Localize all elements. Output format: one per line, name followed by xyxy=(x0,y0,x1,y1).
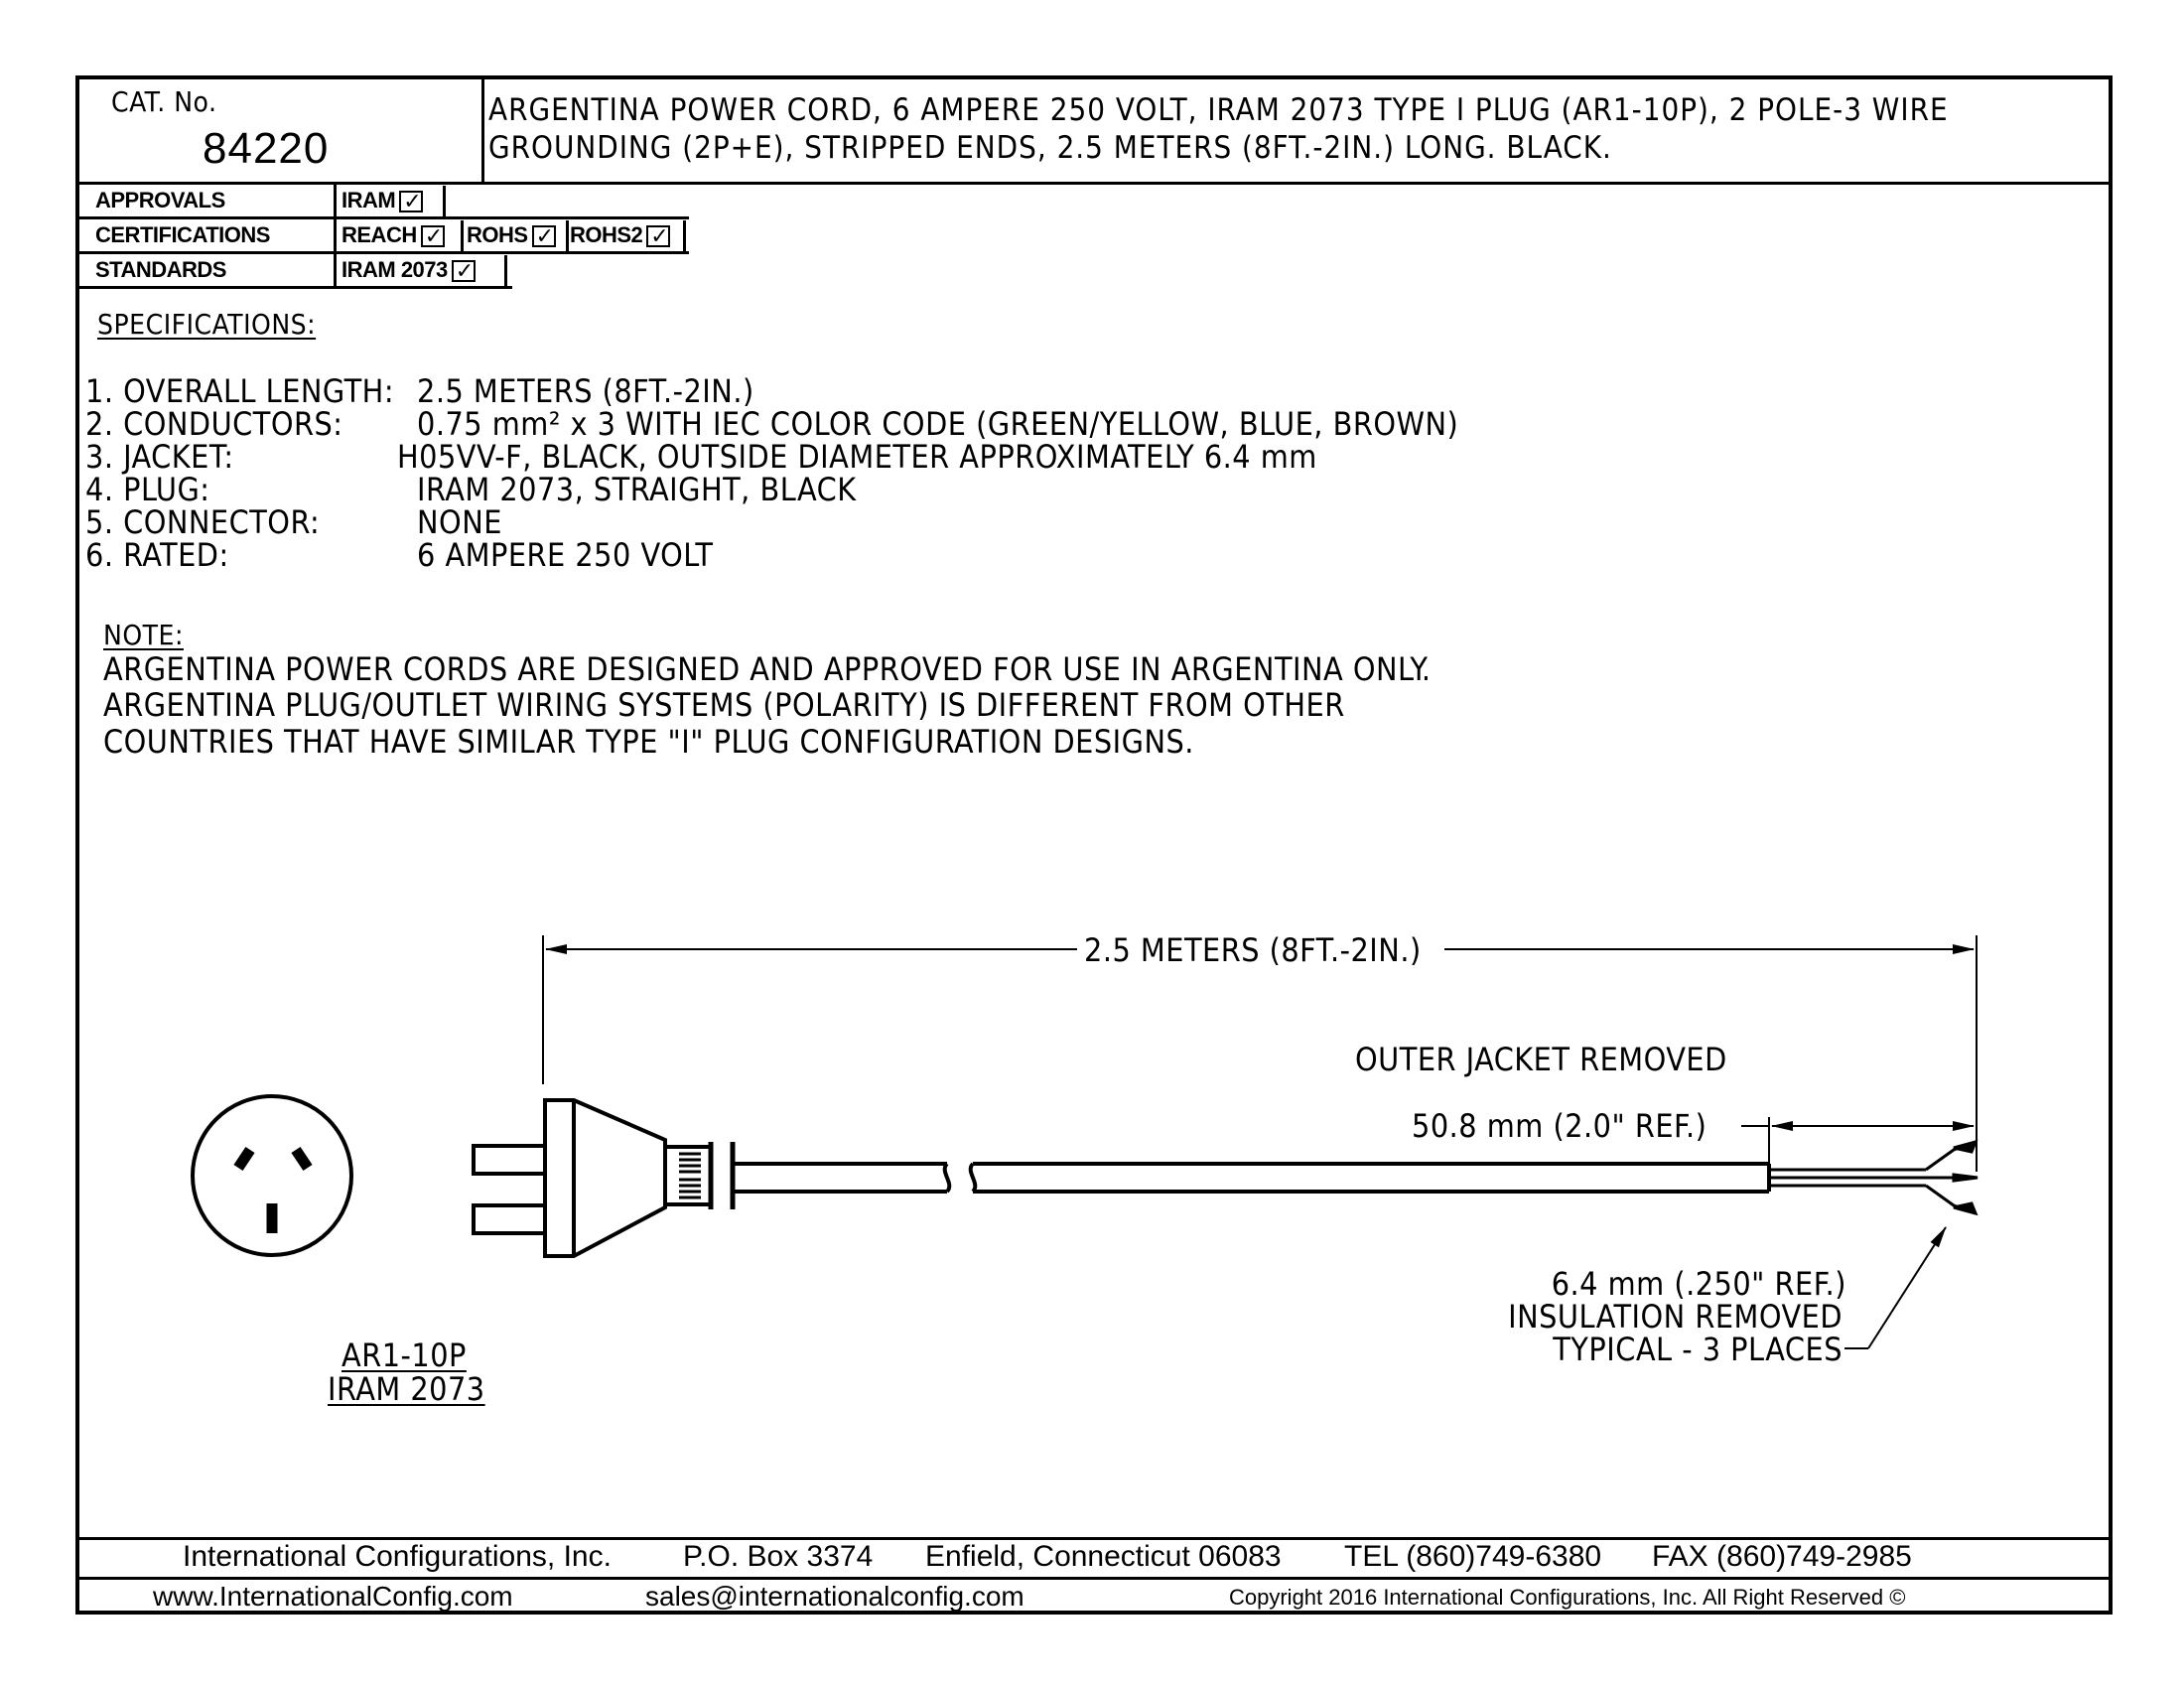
note-line: ARGENTINA POWER CORDS ARE DESIGNED AND APPROVED FOR USE IN ARGENTINA ONLY. xyxy=(103,650,1432,688)
plug-code-label: AR1-10P xyxy=(341,1336,467,1374)
cat-number: 84220 xyxy=(203,124,330,173)
spec-value: 2.5 METERS (8FT.-2IN.) xyxy=(417,372,754,410)
plug-body xyxy=(474,1100,733,1256)
note-line: COUNTRIES THAT HAVE SIMILAR TYPE "I" PLUG CONFIGURATION DESIGNS. xyxy=(103,723,1194,761)
plug-face-icon xyxy=(193,1096,351,1255)
standard-iram-2073-label: IRAM 2073 xyxy=(341,257,448,282)
footer-city: Enfield, Connecticut 06083 xyxy=(925,1540,1282,1573)
approvals-label: APPROVALS xyxy=(95,188,225,212)
outer-jacket-removed-label: OUTER JACKET REMOVED xyxy=(1355,1041,1727,1078)
approval-iram-label: IRAM xyxy=(341,188,396,212)
strip-length-label: 50.8 mm (2.0" REF.) xyxy=(1412,1107,1707,1145)
footer-tel: TEL (860)749-6380 xyxy=(1344,1540,1602,1573)
insulation-label-line-2: INSULATION REMOVED xyxy=(1508,1298,1843,1336)
insulation-label-line-1: 6.4 mm (.250" REF.) xyxy=(1551,1265,1846,1303)
certification-reach-label: REACH xyxy=(341,222,417,247)
spec-label: 4. PLUG: xyxy=(85,471,210,508)
footer-website-link[interactable]: www.InternationalConfig.com xyxy=(153,1581,513,1612)
overall-length-label: 2.5 METERS (8FT.-2IN.) xyxy=(1080,933,1426,967)
spec-value: 0.75 mm² x 3 WITH IEC COLOR CODE (GREEN/YELLOW, BLUE, BROWN) xyxy=(417,405,1459,443)
footer-fax: FAX (860)749-2985 xyxy=(1652,1540,1912,1573)
spec-label: 2. CONDUCTORS: xyxy=(85,405,343,443)
description-line-1: ARGENTINA POWER CORD, 6 AMPERE 250 VOLT, IRAM 2073 TYPE I PLUG (AR1-10P), 2 POLE-3 WIRE xyxy=(488,92,1949,128)
footer-copyright: Copyright 2016 International Configurations, Inc. All Right Reserved © xyxy=(1229,1585,1906,1610)
cord xyxy=(733,1164,1769,1192)
stripped-wire-ends xyxy=(1769,1142,1978,1213)
footer-email-link[interactable]: sales@internationalconfig.com xyxy=(645,1581,1024,1612)
footer-company: International Configurations, Inc. xyxy=(183,1540,612,1573)
spec-label: 1. OVERALL LENGTH: xyxy=(85,372,395,410)
insulation-label-line-3: TYPICAL - 3 PLACES xyxy=(1553,1331,1843,1368)
spec-value: 6 AMPERE 250 VOLT xyxy=(417,536,714,574)
note-heading: NOTE: xyxy=(103,619,184,651)
spec-value: IRAM 2073, STRAIGHT, BLACK xyxy=(417,471,857,508)
strip-length-dimension xyxy=(1741,1117,1974,1164)
footer-pobox: P.O. Box 3374 xyxy=(683,1540,874,1573)
certification-rohs2-label: ROHS2 xyxy=(570,222,643,247)
note-line: ARGENTINA PLUG/OUTLET WIRING SYSTEMS (POLARITY) IS DIFFERENT FROM OTHER xyxy=(103,686,1345,724)
description-line-2: GROUNDING (2P+E), STRIPPED ENDS, 2.5 METERS (8FT.-2IN.) LONG. BLACK. xyxy=(488,130,1612,166)
specifications-heading: SPECIFICATIONS: xyxy=(97,308,317,341)
spec-label: 6. RATED: xyxy=(85,536,229,574)
spec-value: H05VV-F, BLACK, OUTSIDE DIAMETER APPROXIMATELY 6.4 mm xyxy=(397,438,1317,476)
spec-label: 5. CONNECTOR: xyxy=(85,503,321,541)
spec-value: NONE xyxy=(417,503,502,541)
plug-standard-label: IRAM 2073 xyxy=(328,1370,485,1408)
overall-length-dimension xyxy=(543,935,1977,1172)
certification-rohs-label: ROHS xyxy=(467,222,528,247)
certifications-label: CERTIFICATIONS xyxy=(95,222,270,247)
standards-label: STANDARDS xyxy=(95,257,226,282)
spec-label: 3. JACKET: xyxy=(85,438,234,476)
cat-label: CAT. No. xyxy=(111,85,217,118)
footer-divider xyxy=(75,1577,2113,1580)
insulation-leader xyxy=(1844,1227,1946,1348)
